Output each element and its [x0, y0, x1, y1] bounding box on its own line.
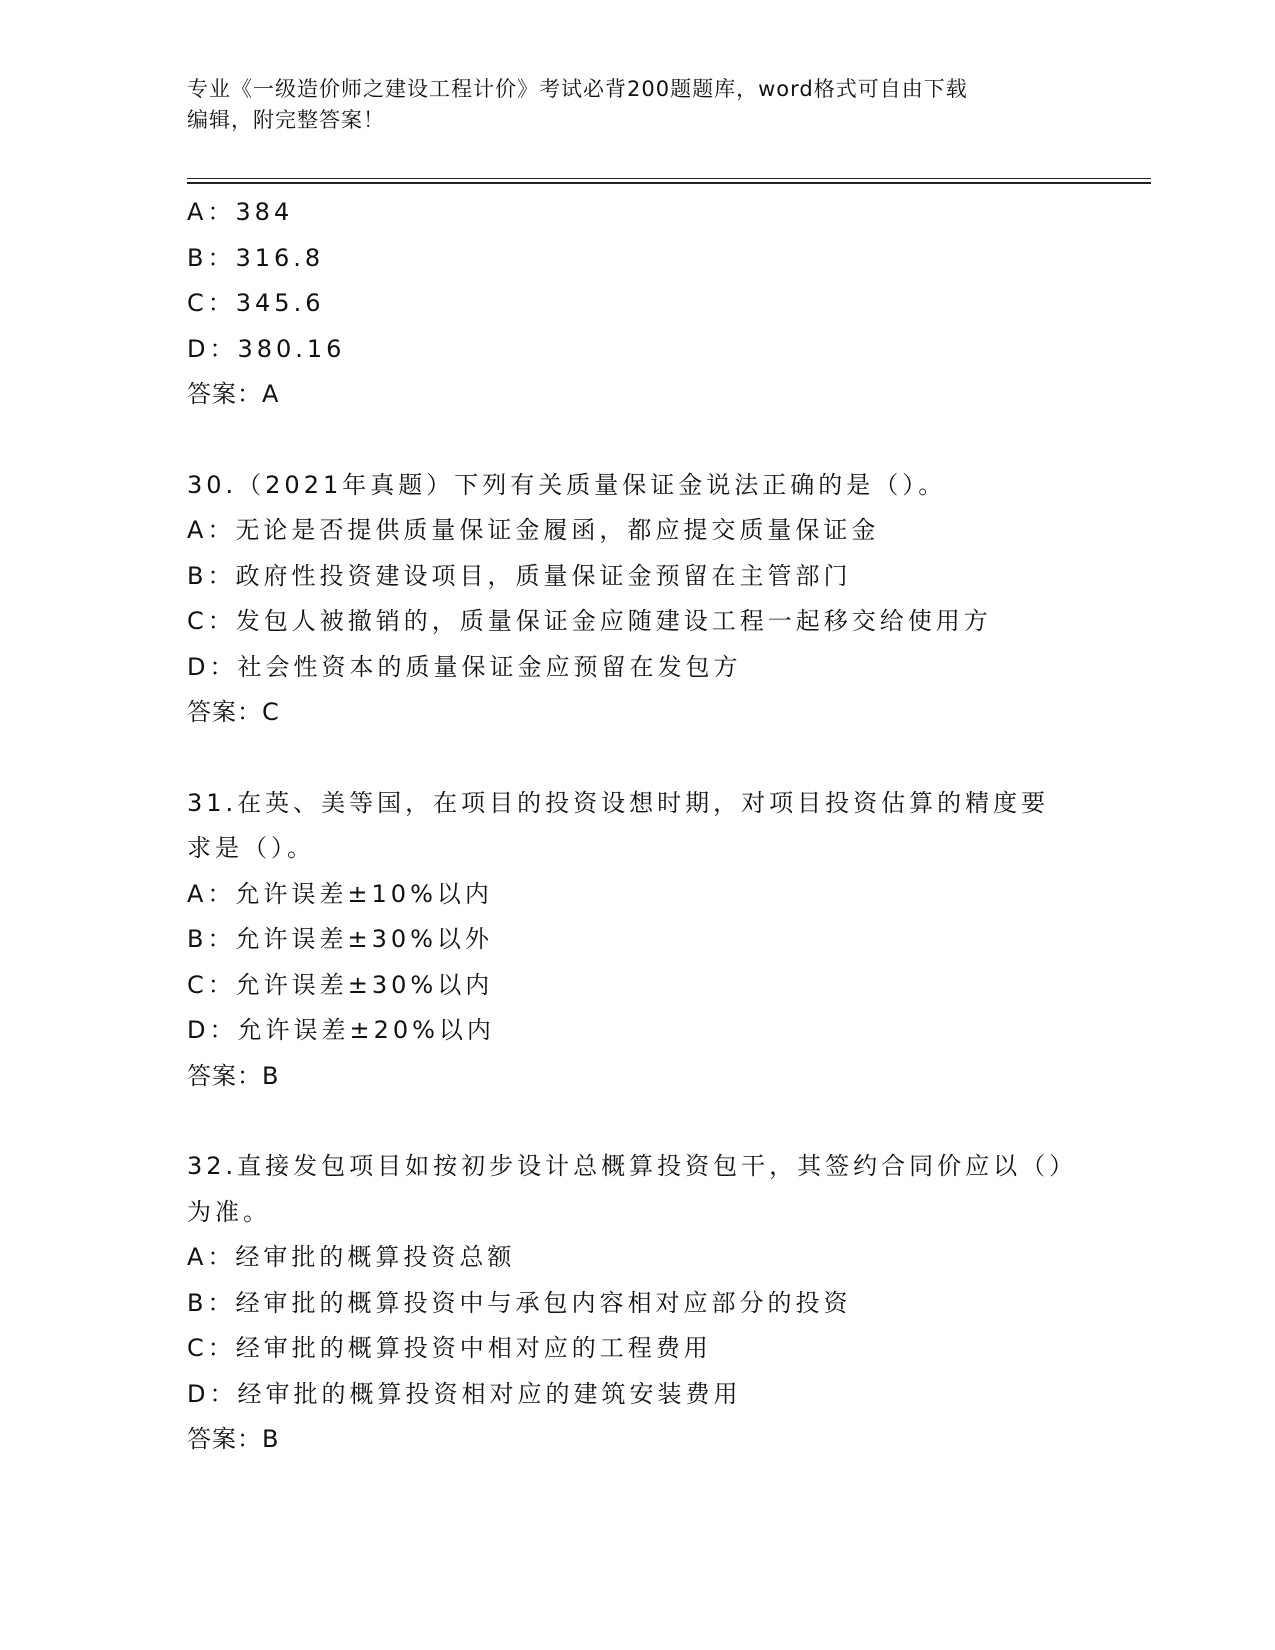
answer-line: 答案：B [187, 1425, 280, 1453]
header-line-2: 编辑，附完整答案！ [187, 108, 385, 132]
option-d: D：380.16 [187, 334, 346, 363]
option-d: D：经审批的概算投资相对应的建筑安装费用 [187, 1379, 742, 1408]
option-b: B：经审批的概算投资中与承包内容相对应部分的投资 [187, 1288, 852, 1317]
option-b: B：政府性投资建设项目，质量保证金预留在主管部门 [187, 561, 852, 590]
question-block [187, 1144, 1087, 1463]
question-list [187, 190, 1087, 1463]
option-d: D：允许误差±20%以内 [187, 1016, 495, 1044]
block-spacer [187, 418, 1087, 463]
question-block [187, 190, 1087, 418]
option-c: C：允许误差±30%以内 [187, 970, 494, 999]
question-stem: 32.直接发包项目如按初步设计总概算投资包干，其签约合同价应以（）为准。 [187, 1152, 1066, 1226]
option-c: C：345.6 [187, 289, 325, 317]
question-block [187, 781, 1087, 1100]
answer-line: 答案：C [187, 698, 280, 726]
question-stem: 31.在英、美等国，在项目的投资设想时期，对项目投资估算的精度要求是（）。 [187, 788, 1050, 862]
option-a: A：384 [187, 198, 294, 226]
option-a: A：允许误差±10%以内 [187, 879, 493, 908]
header-line-1: 专业《一级造价师之建设工程计价》考试必背200题题库，word格式可自由下载 [187, 77, 968, 101]
block-spacer [187, 736, 1087, 781]
header-divider-thick [187, 182, 1151, 184]
option-c: C：经审批的概算投资中相对应的工程费用 [187, 1334, 712, 1362]
option-c: C：发包人被撤销的，质量保证金应随建设工程一起移交给使用方 [187, 607, 992, 635]
option-b: B：允许误差±30%以外 [187, 925, 493, 953]
answer-line: 答案：B [187, 1061, 280, 1090]
question-block [187, 463, 1087, 736]
option-b: B：316.8 [187, 243, 325, 272]
block-spacer [187, 1099, 1087, 1144]
option-a: A：无论是否提供质量保证金履函，都应提交质量保证金 [187, 516, 880, 544]
question-stem: 30.（2021年真题）下列有关质量保证金说法正确的是（）。 [187, 470, 947, 499]
answer-line: 答案：A [187, 380, 280, 408]
header-divider-thin [187, 178, 1151, 179]
option-d: D：社会性资本的质量保证金应预留在发包方 [187, 652, 742, 681]
document-header [187, 74, 1067, 136]
option-a: A：经审批的概算投资总额 [187, 1243, 516, 1271]
